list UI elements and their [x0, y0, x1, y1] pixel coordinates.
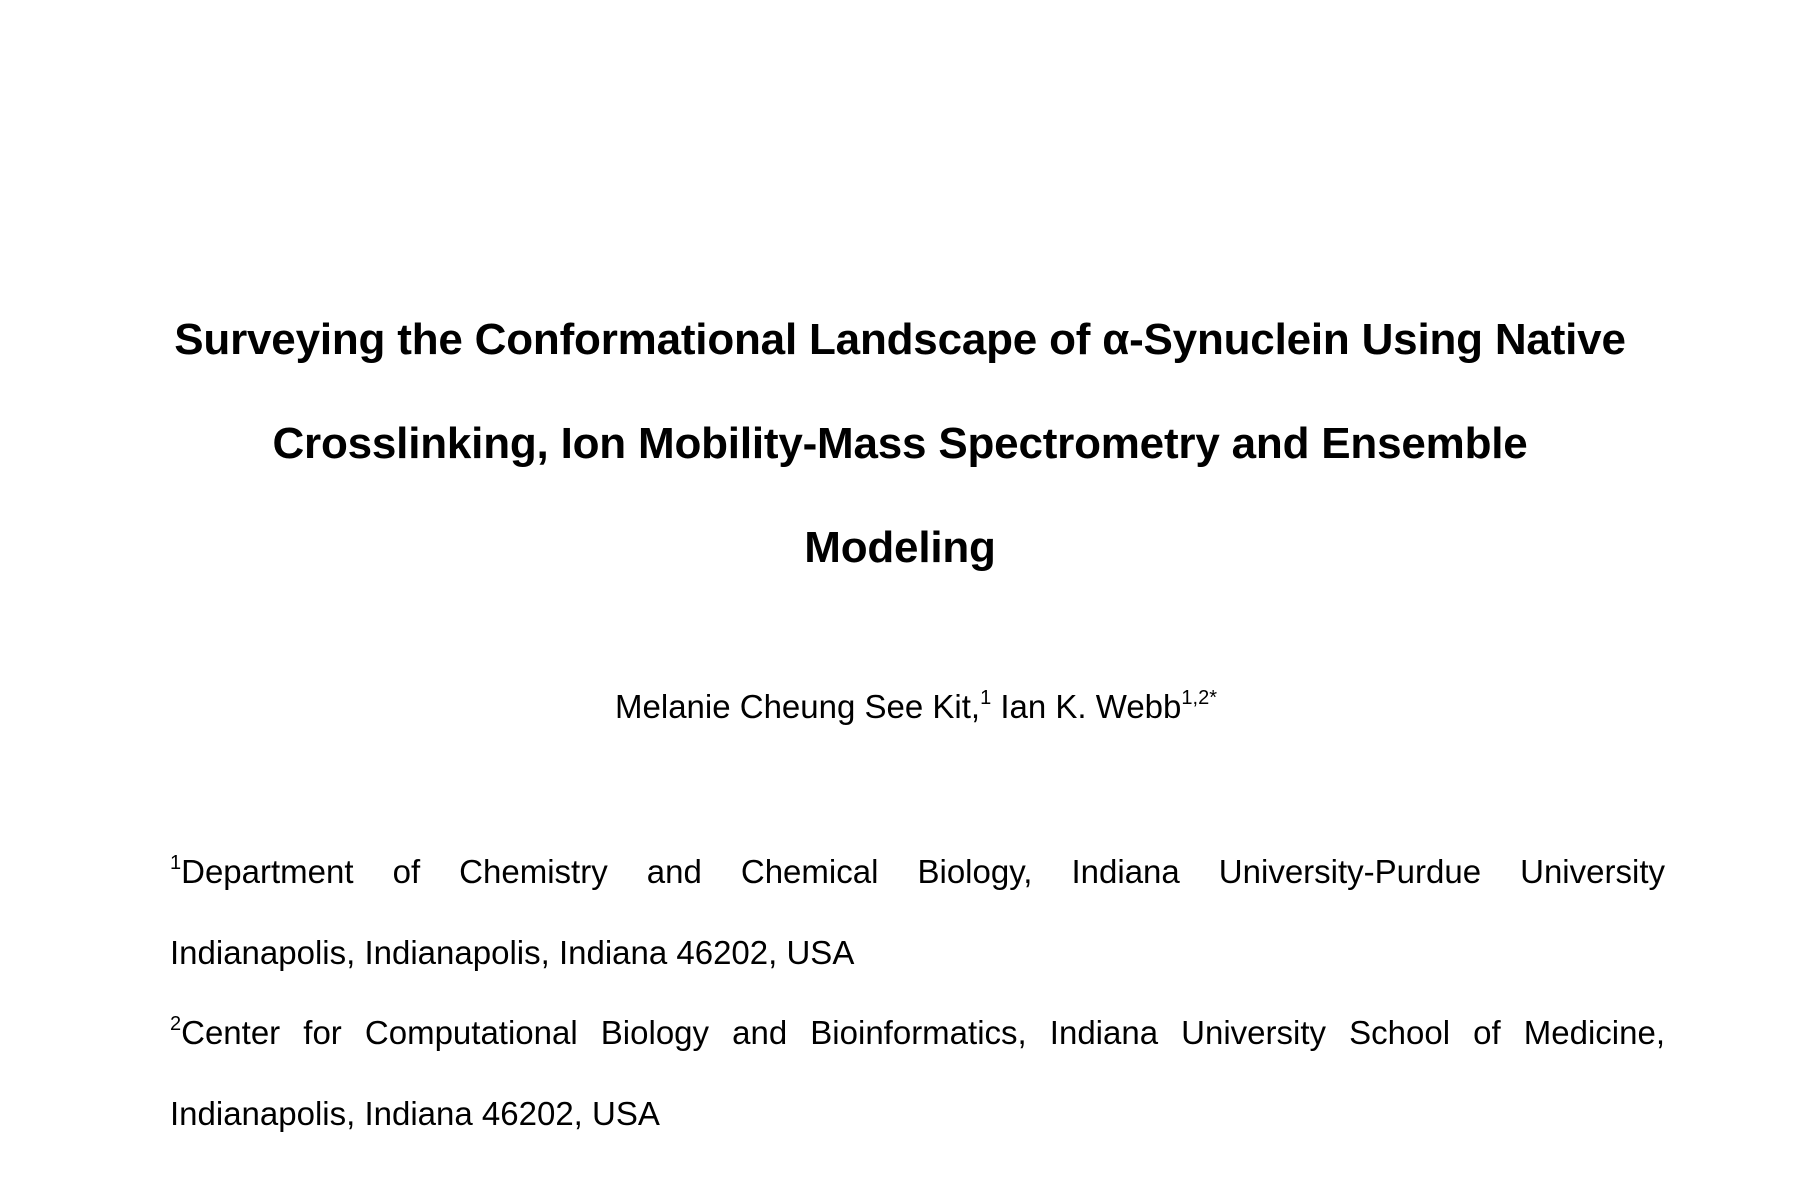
affiliation-1 [170, 831, 1665, 993]
author-affiliation-mark: 1 [980, 687, 992, 709]
title-line-3: Modeling [804, 523, 996, 572]
title-line-2: Crosslinking, Ion Mobility-Mass Spectrometry and Ensemble [272, 419, 1528, 468]
affiliation-line: Indianapolis, Indiana 46202, USA [170, 1095, 660, 1132]
affiliation-line: Indianapolis, Indianapolis, Indiana 46202, USA [170, 934, 855, 971]
author-name: Ian K. Webb [1000, 688, 1182, 725]
affiliation-line [170, 992, 1665, 1073]
author-name: Melanie Cheung See Kit, [615, 688, 981, 725]
author-affiliation-mark: 1,2* [1181, 687, 1217, 709]
affiliation-text: Department of Chemistry and Chemical Biology, Indiana University-Purdue University [181, 853, 1665, 890]
affiliation-text: Center for Computational Biology and Bioinformatics, Indiana University School of Medicine, [181, 1014, 1665, 1051]
affiliation-line [170, 831, 1665, 912]
title-line-1: Surveying the Conformational Landscape of α-Synuclein Using Native [174, 315, 1626, 364]
affiliation-mark: 1 [170, 852, 182, 874]
paper-title [150, 288, 1650, 600]
affiliation-2 [170, 992, 1665, 1154]
author-list [150, 684, 1682, 730]
affiliation-mark: 2 [170, 1013, 182, 1035]
